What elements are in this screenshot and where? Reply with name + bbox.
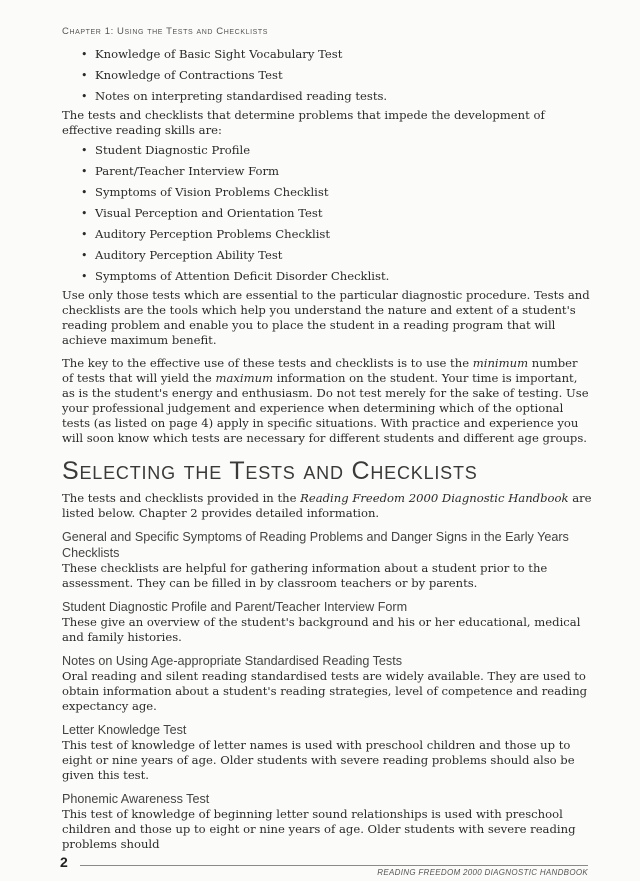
test-list	[62, 44, 592, 107]
page-content	[62, 44, 592, 852]
list-item: • Auditory Perception Problems Checklist	[62, 224, 592, 245]
item-body: This test of knowledge of letter names is used with preschool children and those up to eight or nine years of age. Older students with severe reading problems should also be given this test.	[62, 738, 575, 782]
list-item: • Visual Perception and Orientation Test	[62, 203, 592, 224]
running-head: Chapter 1: Using the Tests and Checklists	[62, 26, 269, 37]
list-item: • Knowledge of Contractions Test	[62, 65, 592, 86]
selecting-text-a: The tests and checklists provided in the	[62, 491, 301, 505]
intro-problems-paragraph: The tests and checklists that determine problems that impede the development of effective reading skills are:	[62, 108, 545, 137]
list-item: • Symptoms of Attention Deficit Disorder Checklist.	[62, 266, 592, 287]
item-body: These give an overview of the student's background and his or her educational, medical and family histories.	[62, 615, 581, 644]
key-text-c: information on the student. Your time is important, as is the student's energy and enthusiasm. Do not test merely for the sake of testing. Use your professional judgement and experience when determining which of the optional tests (as listed on page 4) apply in specific situations. With practice and experience you will soon know which tests are necessary for different students and different age groups.	[62, 371, 589, 445]
item-heading: Letter Knowledge Test	[62, 723, 187, 737]
item-heading: Phonemic Awareness Test	[62, 792, 210, 806]
key-emphasis-minimum: minimum	[472, 356, 529, 370]
page-number: 2	[60, 854, 68, 870]
item-body: These checklists are helpful for gathering information about a student prior to the assessment. They can be filled in by classroom teachers or by parents.	[62, 561, 548, 590]
item-heading: Notes on Using Age-appropriate Standardised Reading Tests	[62, 654, 403, 668]
item-body: This test of knowledge of beginning letter sound relationships is used with preschool children and those up to eight or nine years of age. Older students with severe reading problems should	[62, 807, 576, 851]
key-paragraph	[62, 356, 592, 446]
item-body: Oral reading and silent reading standardised tests are widely available. They are used to obtain information about a student's reading strategies, level of competence and reading expectancy age.	[62, 669, 588, 713]
item-heading: Student Diagnostic Profile and Parent/Teacher Interview Form	[62, 600, 408, 614]
key-text-b: number of tests that will yield the	[62, 356, 578, 385]
list-item: • Knowledge of Basic Sight Vocabulary Test	[62, 44, 592, 65]
key-emphasis-maximum: maximum	[215, 371, 274, 385]
book-title: Reading Freedom 2000 Diagnostic Handbook	[300, 491, 569, 505]
item-heading: General and Specific Symptoms of Reading Problems and Danger Signs in the Early Years Checklists	[62, 530, 569, 560]
list-item: • Parent/Teacher Interview Form	[62, 161, 592, 182]
list-item: • Notes on interpreting standardised reading tests.	[62, 86, 592, 107]
list-item: • Student Diagnostic Profile	[62, 140, 592, 161]
selecting-paragraph	[62, 491, 592, 521]
key-text-a: The key to the effective use of these tests and checklists is to use the	[62, 356, 473, 370]
list-item: • Symptoms of Vision Problems Checklist	[62, 182, 592, 203]
section-title: Selecting the Tests and Checklists	[62, 457, 478, 485]
footer-title: READING FREEDOM 2000 DIAGNOSTIC HANDBOOK	[377, 868, 588, 877]
problem-test-list	[62, 140, 592, 287]
footer-rule	[80, 865, 588, 866]
list-item: • Auditory Perception Ability Test	[62, 245, 592, 266]
use-tests-paragraph: Use only those tests which are essential to the particular diagnostic procedure. Tests and checklists are the tools which help you understand the nature and extent of a student's reading problem and enable you to place the student in a reading program that will achieve maximum benefit.	[62, 288, 590, 347]
selecting-text-b: are listed below. Chapter 2 provides detailed information.	[62, 491, 592, 520]
